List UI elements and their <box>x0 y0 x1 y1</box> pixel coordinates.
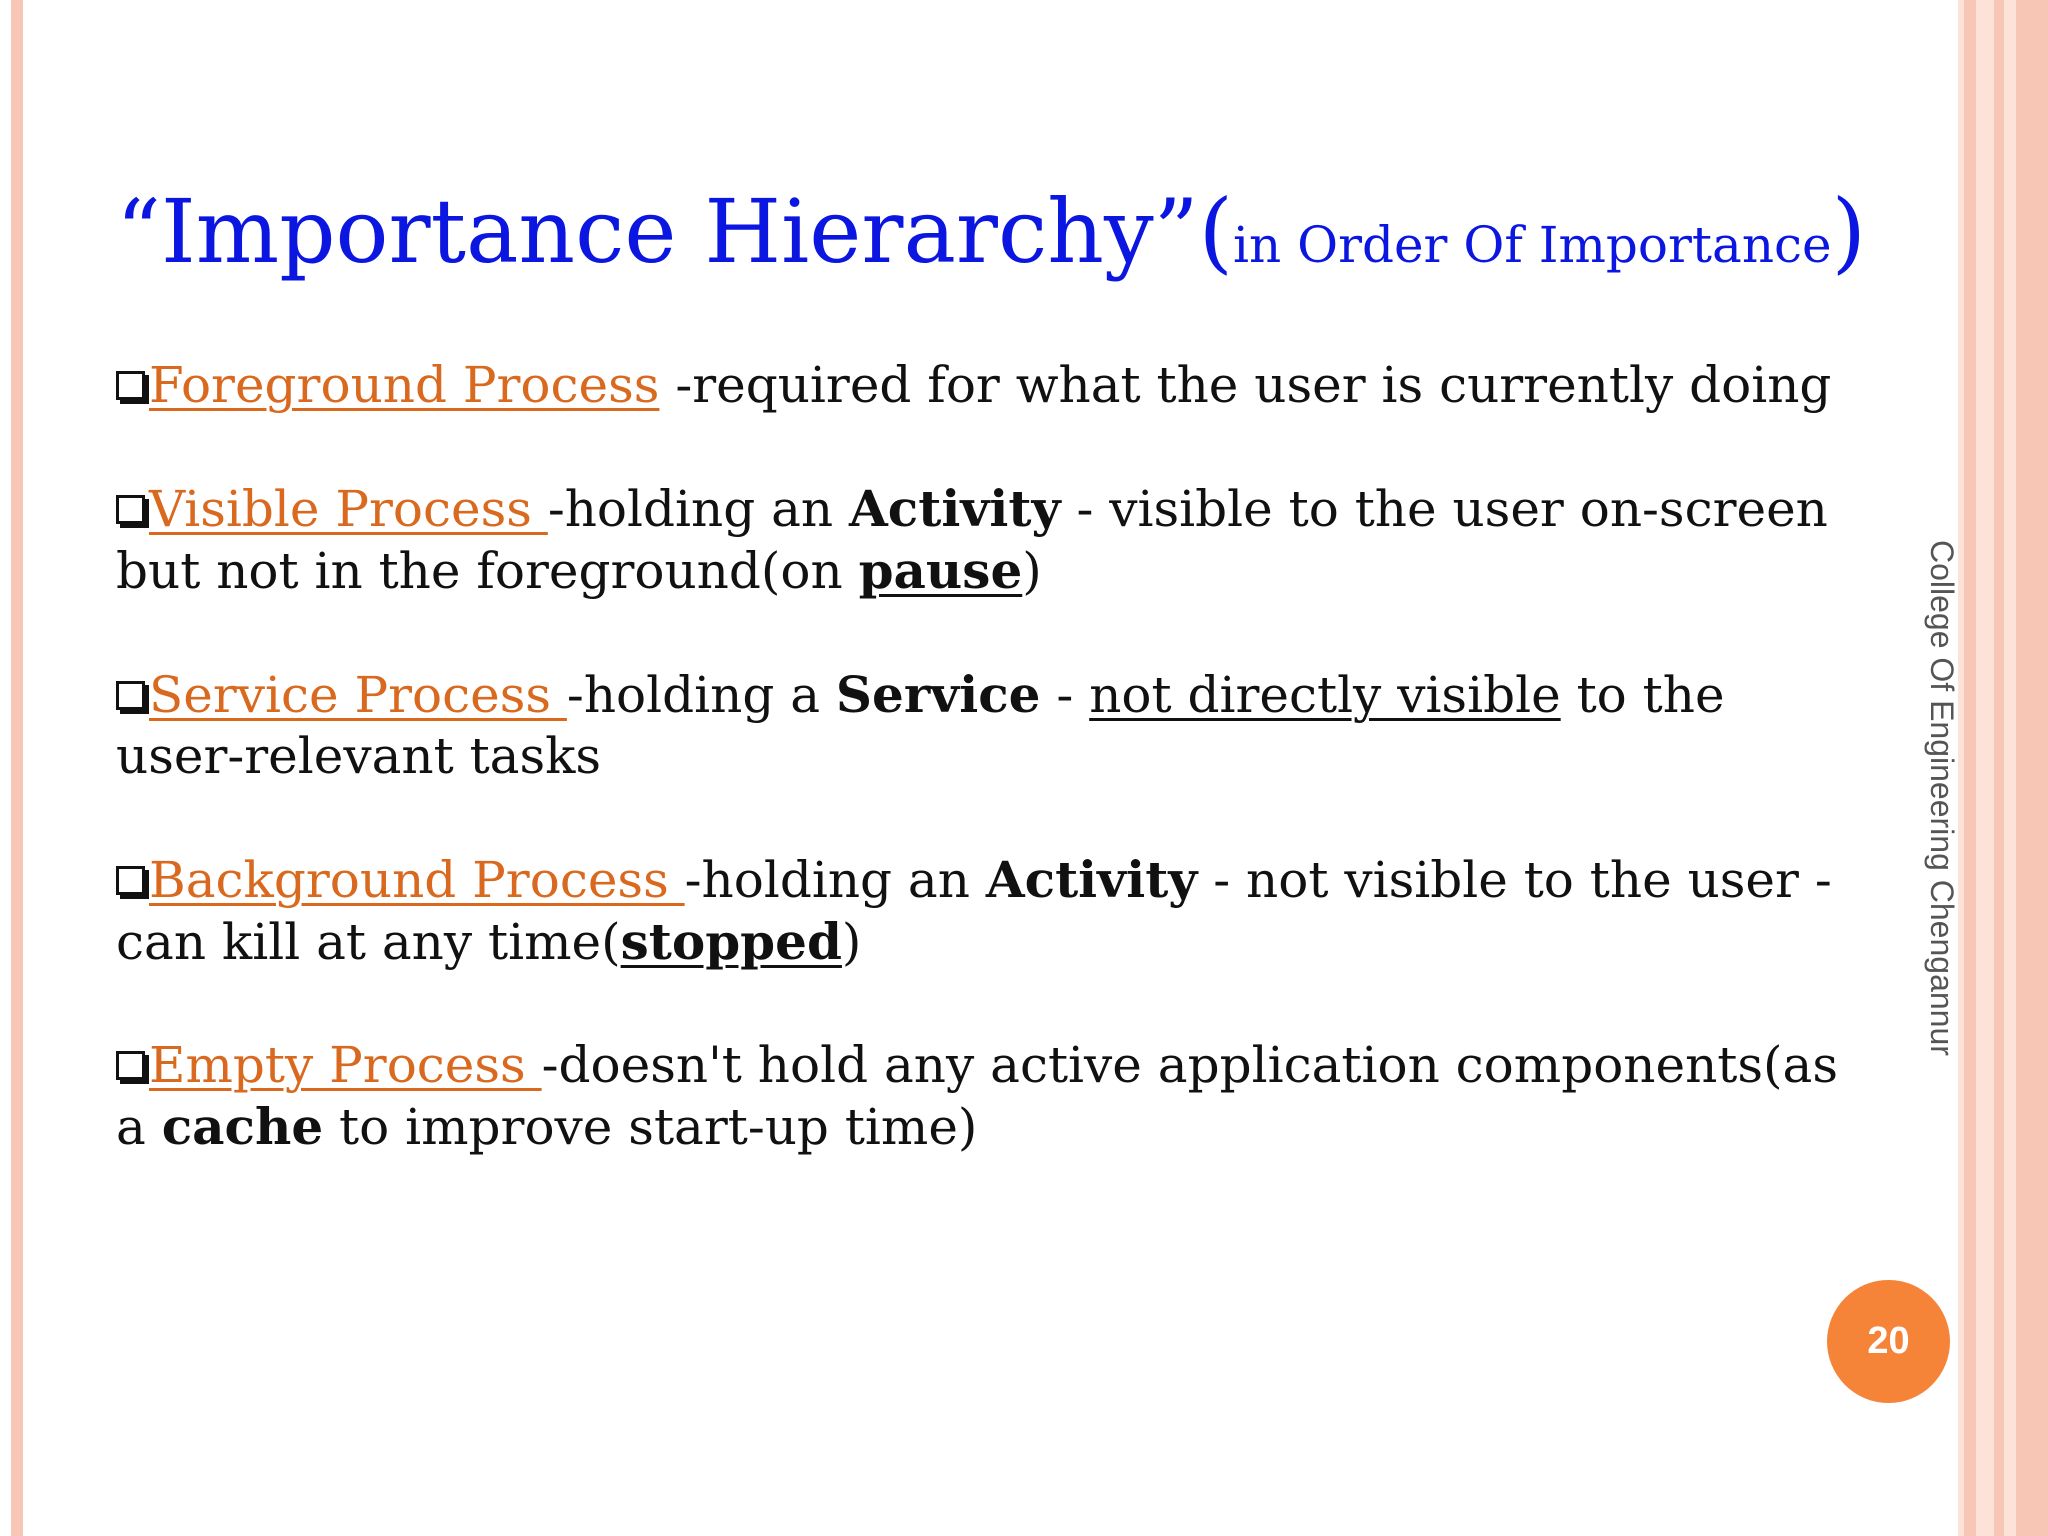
title-subtitle: in Order Of Importance <box>1232 216 1832 274</box>
visible-bold-activity: Activity <box>849 479 1061 538</box>
page-number-badge <box>1827 1280 1950 1403</box>
checkbox-bullet-icon <box>116 495 145 524</box>
empty-text-1: -doesn't hold any active application components(as a <box>116 1036 1839 1156</box>
bullet-service-process <box>116 664 1856 787</box>
checkbox-bullet-icon <box>116 681 145 710</box>
background-bold-activity: Activity <box>985 850 1198 909</box>
bullet-foreground-process <box>116 355 1856 416</box>
title-main: “Importance Hierarchy”( <box>116 180 1233 283</box>
empty-text-2: to improve start-up time) <box>323 1098 978 1156</box>
checkbox-bullet-icon <box>116 1051 145 1080</box>
visible-text-1: -holding an <box>547 480 850 538</box>
bullet-empty-process <box>116 1035 1856 1158</box>
bullet-background-process <box>116 849 1856 973</box>
bullet-list <box>116 355 1856 1220</box>
service-text-3: to the user-relevant tasks <box>116 666 1725 785</box>
empty-bold-cache: cache <box>161 1097 324 1156</box>
bullet-visible-process <box>116 478 1856 602</box>
visible-bold-pause: pause <box>858 541 1023 600</box>
college-name-vertical: College Of Engineering Chengannur <box>1924 540 1960 1056</box>
checkbox-bullet-icon <box>116 371 145 400</box>
service-bold-service: Service <box>835 665 1041 724</box>
service-text-2: - <box>1040 666 1090 724</box>
background-text-3: ) <box>841 913 862 971</box>
background-text-2: - not visible to the user - can kill at any time( <box>116 851 1832 971</box>
service-text-1: -holding a <box>566 666 836 724</box>
checkbox-bullet-icon <box>116 866 145 895</box>
visible-text-3: ) <box>1022 542 1042 600</box>
link-empty-process[interactable]: Empty Process <box>149 1036 542 1094</box>
background-bold-stopped: stopped <box>620 912 842 971</box>
right-decorative-stripes <box>1958 0 2048 1536</box>
left-decorative-bar <box>11 0 23 1536</box>
visible-text-2: - visible to the user on-screen but not in the foreground(on <box>116 480 1828 600</box>
background-text-1: -holding an <box>684 851 986 909</box>
link-background-process[interactable]: Background Process <box>149 851 685 909</box>
foreground-description: -required for what the user is currently doing <box>659 356 1832 414</box>
link-visible-process[interactable]: Visible Process <box>149 480 548 538</box>
service-underlined-not-directly-visible: not directly visible <box>1089 666 1561 724</box>
link-foreground-process[interactable]: Foreground Process <box>149 356 660 414</box>
page-number: 20 <box>1867 1320 1910 1362</box>
slide-title <box>116 180 1866 283</box>
title-close-paren: ) <box>1831 180 1866 283</box>
link-service-process[interactable]: Service Process <box>149 666 567 724</box>
